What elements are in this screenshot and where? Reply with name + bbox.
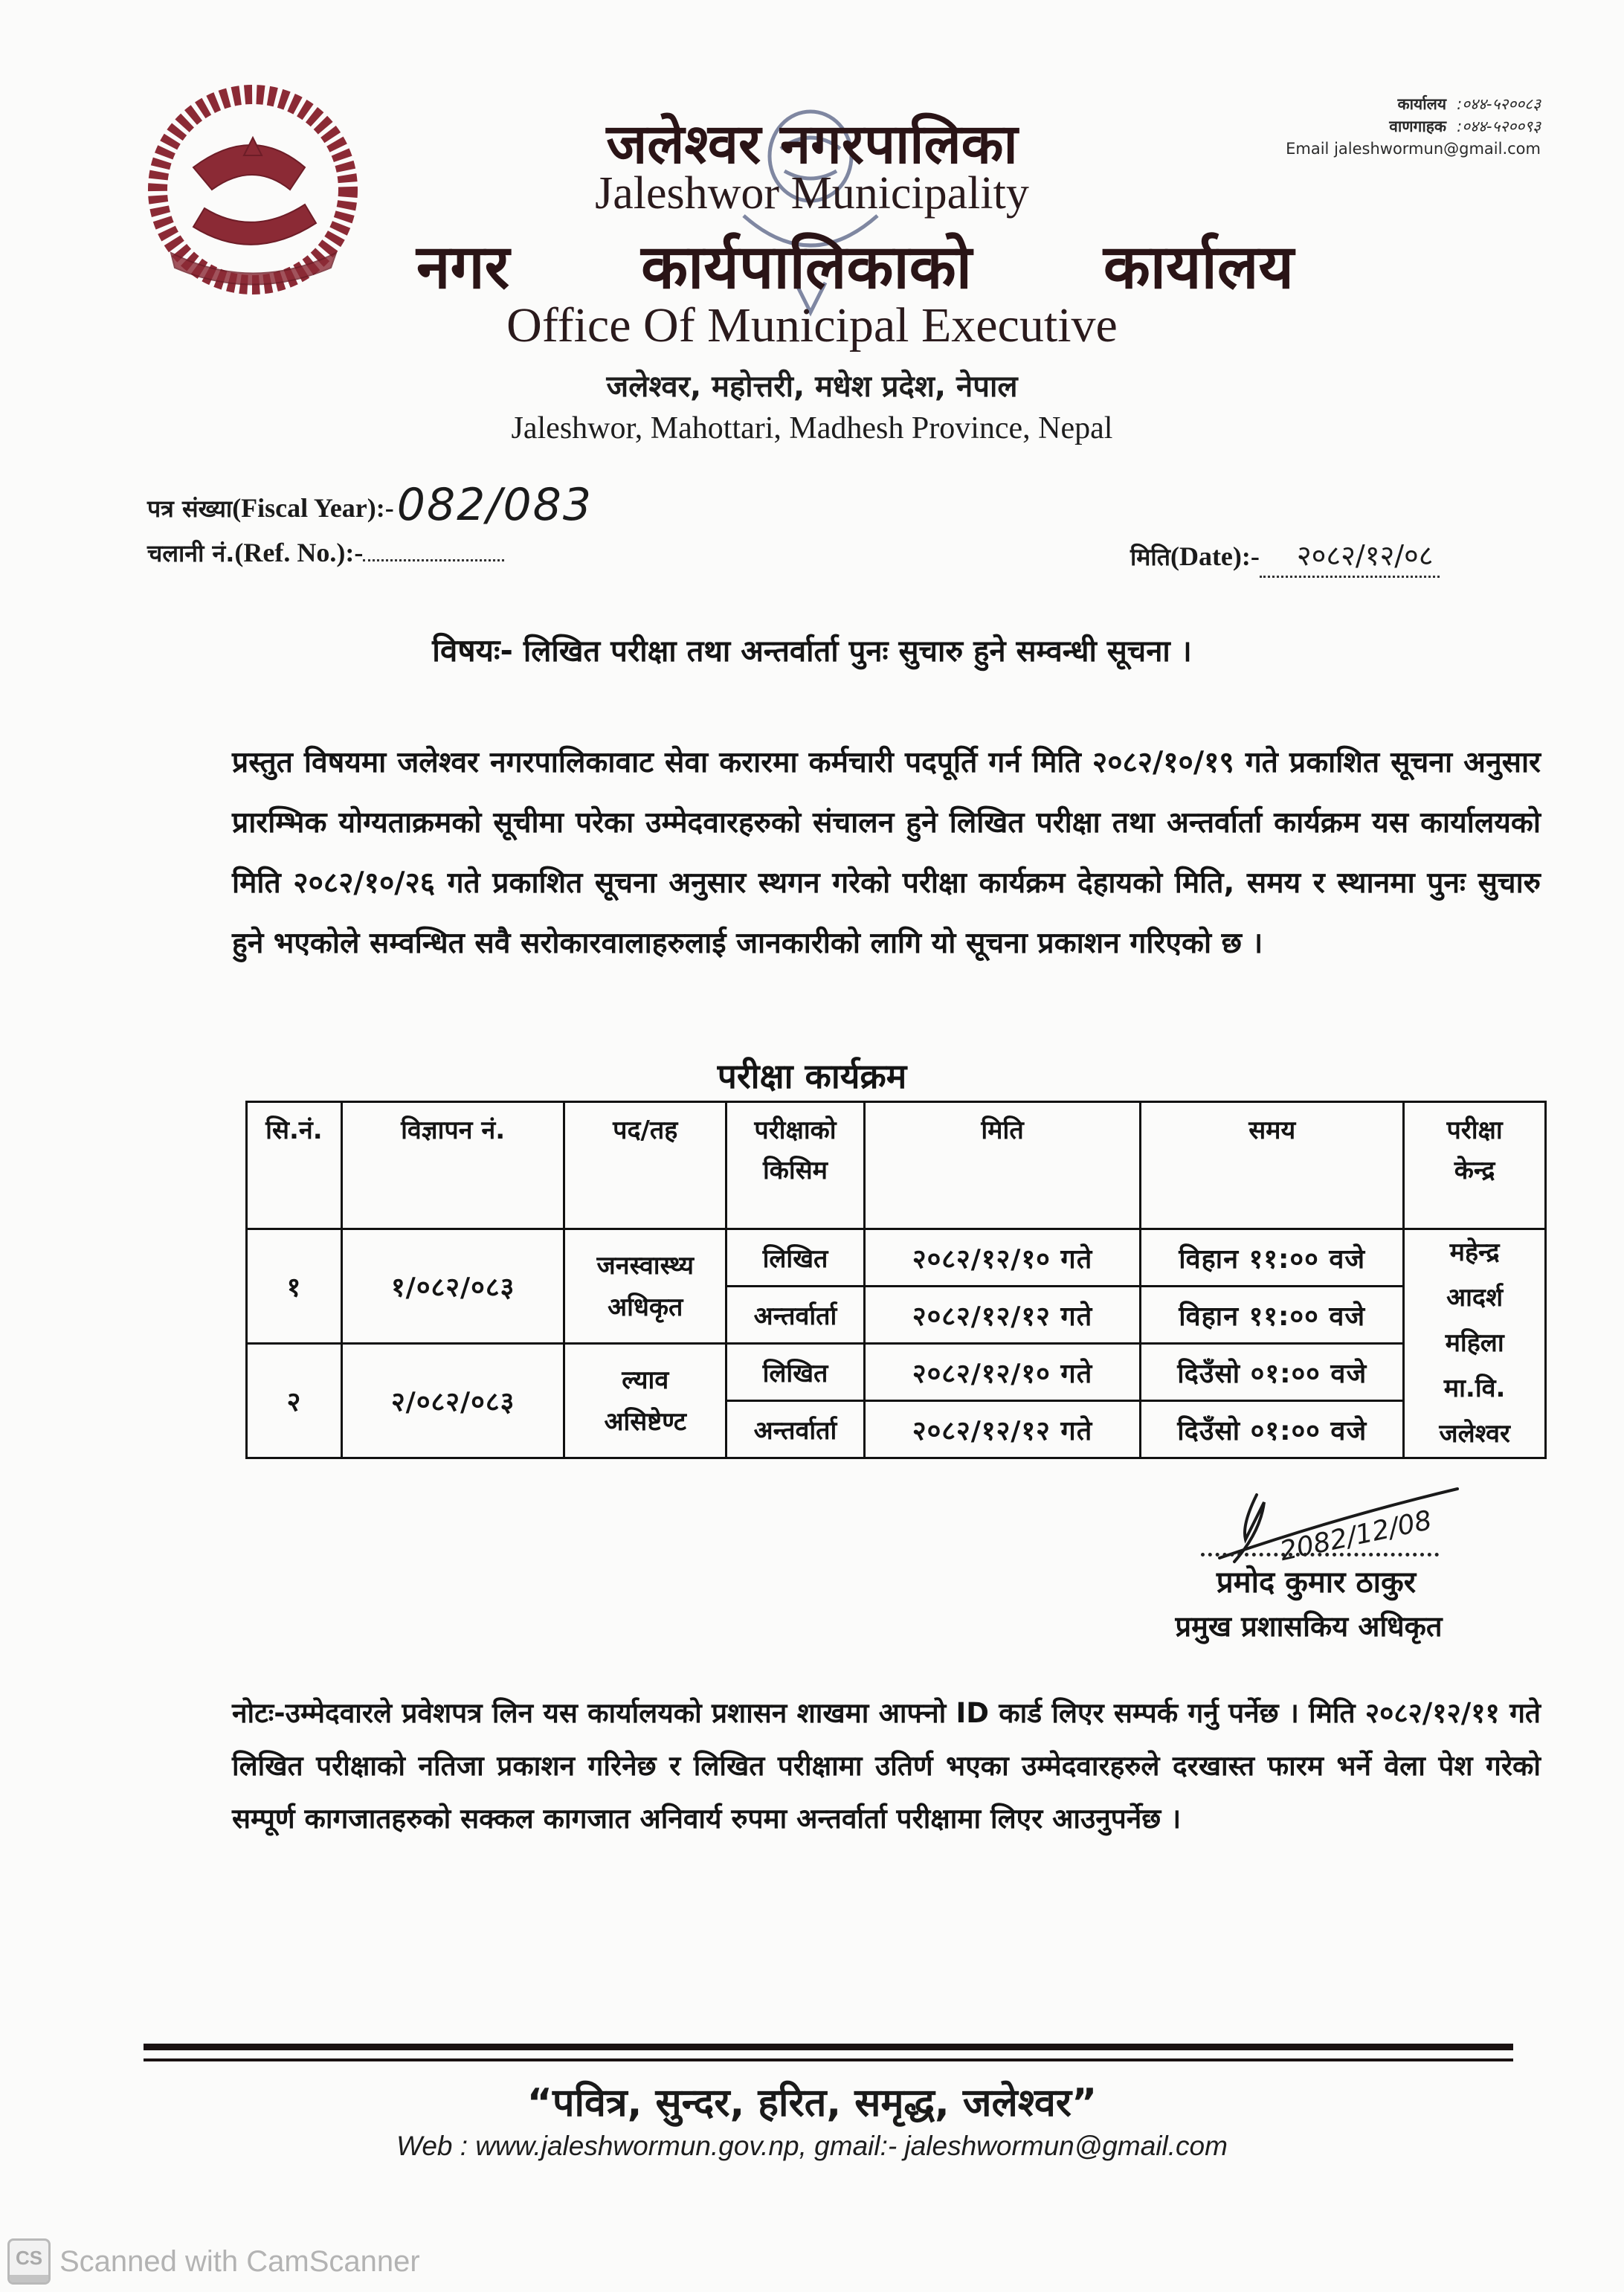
cell-date: २०८२/१२/१२ गते (864, 1287, 1140, 1344)
cell-exam-center (1404, 1229, 1546, 1458)
office-phone-row (1286, 93, 1541, 115)
fiscal-year-field (147, 476, 593, 531)
cell-exam-type: लिखित (726, 1229, 865, 1287)
cell-sn: १ (247, 1229, 342, 1344)
header-exam-type-line: परीक्षाको (754, 1116, 837, 1145)
signer-name: प्रमोद कुमार ठाकुर (1216, 1565, 1417, 1600)
fiscal-label-np: पत्र संख्या (147, 495, 233, 523)
cell-date: २०८२/१२/१० गते (864, 1344, 1140, 1401)
cell-post-line: ल्याव (622, 1365, 669, 1395)
cell-post (564, 1344, 726, 1458)
office-name-english: Office Of Municipal Executive (506, 298, 1118, 353)
table-row (247, 1344, 1546, 1401)
subject-label: विषयः- (432, 632, 513, 669)
ref-label-np: चलानी नं. (147, 539, 235, 567)
cell-exam-type: लिखित (726, 1344, 865, 1401)
header-center-line: केन्द्र (1454, 1156, 1495, 1185)
cell-date: २०८२/१२/१० गते (864, 1229, 1140, 1287)
fiscal-label-en: (Fiscal Year):- (232, 493, 394, 523)
header-post: पद/तह (564, 1102, 726, 1229)
cell-exam-type: अन्तर्वार्ता (726, 1287, 865, 1344)
center-line: महिला (1445, 1328, 1504, 1358)
cell-time: दिउँसो ०१:०० वजे (1141, 1344, 1404, 1401)
header-adv-no: विज्ञापन नं. (341, 1102, 564, 1229)
footer-divider-thick (144, 2044, 1513, 2050)
header-exam-type (726, 1102, 865, 1229)
header-date: मिति (864, 1102, 1140, 1229)
office-name-nepali (416, 223, 1294, 306)
subject-line (0, 628, 1624, 671)
header-sn: सि.नं. (247, 1102, 342, 1229)
office-word: कार्यालय (1103, 232, 1294, 303)
contact-block (1286, 93, 1541, 160)
cell-time: विहान ११:०० वजे (1141, 1287, 1404, 1344)
cell-time: विहान ११:०० वजे (1141, 1229, 1404, 1287)
center-line: मा.वि. (1443, 1374, 1506, 1403)
date-label-en: (Date):- (1170, 541, 1260, 571)
contact-email: Email jaleshwormun@gmail.com (1286, 140, 1541, 158)
cell-post-line: जनस्वास्थ्य (596, 1250, 694, 1281)
table-row (247, 1229, 1546, 1287)
signature-date: 2082/12/08 (1277, 1504, 1435, 1568)
center-line: जलेश्वर (1439, 1419, 1510, 1449)
cell-sn: २ (247, 1344, 342, 1458)
cell-exam-type: अन्तर्वार्ता (726, 1401, 865, 1458)
date-field (1130, 535, 1440, 578)
signer-title: प्रमुख प्रशासकिय अधिकृत (1175, 1610, 1443, 1643)
cell-post-line: अधिकृत (608, 1292, 683, 1322)
table-header-row (247, 1102, 1546, 1229)
camscanner-logo-icon (7, 2238, 51, 2285)
date-label-np: मिति (1130, 543, 1170, 571)
org-name-english: Jaleshwor Municipality (595, 168, 1029, 219)
ref-no-field (147, 537, 504, 569)
ref-label-en: (Ref. No.):- (234, 538, 364, 567)
fax-row (1286, 115, 1541, 138)
footer-web-contact: Web : www.jaleshwormun.gov.np, gmail:- jaleshwormun@gmail.com (396, 2131, 1228, 2161)
fax-phone: :०४४-५२००९३ (1457, 118, 1541, 135)
date-value: २०८२/१२/०८ (1260, 535, 1440, 578)
cell-adv-no: १/०८२/०८३ (341, 1229, 564, 1344)
header-exam-type-line: किसिम (762, 1156, 828, 1185)
note-paragraph: नोटः-उम्मेदवारले प्रवेशपत्र लिन यस कार्यालयको प्रशासन शाखमा आफ्नो ID कार्ड लिएर सम्पर्क गर्नु पर्नेछ । मिति २०८२/१२/११ गते लिखित परीक्षाको नतिजा प्रकाशन गरिनेछ र लिखित परीक्षामा उतिर्ण भएका उम्मेदवारहरुले दरखास्त फारम भर्ने वेला पेश गरेको सम्पूर्ण कागजातहरुको सक्कल कागजात अनिवार्य रुपमा अन्तर्वार्ता परीक्षामा लिएर आउनुपर्नेछ । (232, 1697, 1541, 1835)
fax-label: वाणगाहक (1389, 118, 1447, 135)
scanner-watermark (7, 2238, 420, 2285)
exam-schedule-table (245, 1101, 1547, 1459)
ref-no-value (363, 559, 504, 561)
watermark-text: Scanned with CamScanner (59, 2244, 420, 2278)
cell-post (564, 1229, 726, 1344)
cell-adv-no: २/०८२/०८३ (341, 1344, 564, 1458)
footer-divider-thin (144, 2058, 1513, 2061)
signature-line (1201, 1553, 1439, 1557)
org-name-nepali: जलेश्वर नगरपालिका (606, 112, 1018, 176)
body-paragraph: प्रस्तुत विषयमा जलेश्वर नगरपालिकावाट सेवा करारमा कर्मचारी पदपूर्ति गर्न मिति २०८२/१०/१९ गते प्रकाशित सूचना अनुसार प्रारम्भिक योग्यताक्रमको सूचीमा परेका उम्मेदवारहरुको संचालन हुने लिखित परीक्षा तथा अन्तर्वार्ता कार्यक्रम यस कार्यालयको मिति २०८२/१०/२६ गते प्रकाशित सूचना अनुसार स्थगन गरेको परीक्षा कार्यक्रम देहायको मिति, समय र स्थानमा पुनः सुचारु हुने भएकोले सम्वन्धित सवै सरोकारवालाहरुलाई जानकारीको लागि यो सूचना प्रकाशन गरिएको छ । (232, 746, 1541, 960)
camscanner-logo-text: CS (15, 2246, 43, 2269)
center-line: महेन्द्र (1449, 1237, 1500, 1267)
header-center (1404, 1102, 1546, 1229)
cell-date: २०८२/१२/१२ गते (864, 1401, 1140, 1458)
office-word: कार्यपालिकाको (641, 232, 972, 303)
schedule-title: परीक्षा कार्यक्रम (717, 1056, 907, 1096)
cell-time: दिउँसो ०१:०० वजे (1141, 1401, 1404, 1458)
office-phone-label: कार्यालय (1397, 95, 1447, 113)
office-word: नगर (416, 232, 510, 303)
fiscal-year-value: 082/083 (396, 479, 593, 531)
address-english: Jaleshwor, Mahottari, Madhesh Province, Nepal (511, 411, 1113, 445)
footer-motto: “पवित्र, सुन्दर, हरित, समृद्ध, जलेश्वर” (526, 2081, 1098, 2125)
header-time: समय (1141, 1102, 1404, 1229)
header-center-line: परीक्षा (1446, 1116, 1503, 1145)
subject-text: लिखित परीक्षा तथा अन्तर्वार्ता पुनः सुचारु हुने सम्वन्धी सूचना । (523, 634, 1192, 669)
center-line: आदर्श (1446, 1283, 1504, 1313)
cell-post-line: असिष्टेण्ट (604, 1406, 687, 1437)
address-nepali: जलेश्वर, महोत्तरी, मधेश प्रदेश, नेपाल (606, 370, 1018, 404)
office-phone: :०४४-५२००८३ (1457, 95, 1541, 113)
